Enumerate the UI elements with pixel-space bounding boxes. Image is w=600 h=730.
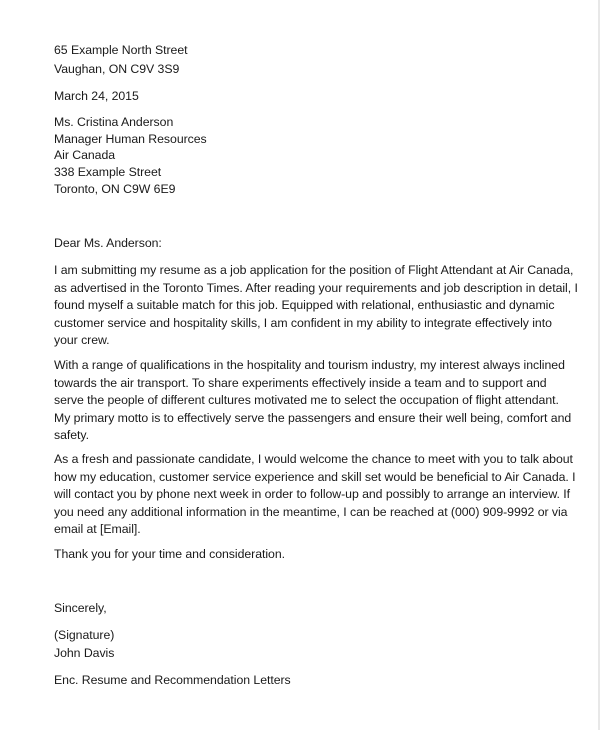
recipient-company: Air Canada [54, 148, 116, 162]
recipient-city: Toronto, ON C9W 6E9 [54, 182, 176, 196]
paragraph-line: safety. [54, 428, 89, 442]
letter-date: March 24, 2015 [54, 89, 139, 103]
paragraph-line: With a range of qualifications in the hospitality and tourism industry, my interest always inclined [54, 358, 565, 372]
recipient-title: Manager Human Resources [54, 132, 207, 146]
paragraph-line: found myself a suitable match for this job. Equipped with relational, enthusiastic and dynamic [54, 298, 555, 312]
closing: Sincerely, [54, 601, 107, 615]
recipient-name: Ms. Cristina Anderson [54, 115, 174, 129]
paragraph-line: My primary motto is to effectively serve the passengers and ensure their well being, comfort and [54, 410, 572, 425]
paragraph-3 [54, 451, 576, 539]
thanks-line: Thank you for your time and consideration. [54, 547, 285, 561]
paragraph-line: your crew. [54, 333, 110, 347]
paragraph-line: you need any additional information in the meantime, I can be reached at (000) 909-9992 or via [54, 504, 568, 519]
salutation: Dear Ms. Anderson: [54, 236, 162, 250]
paragraph-2 [54, 357, 571, 445]
paragraph-line: email at [Email]. [54, 522, 141, 536]
paragraph-1 [54, 262, 578, 350]
paragraph-line: towards the air transport. To share experiments effectively inside a team and to support and [54, 375, 547, 390]
enclosure-line: Enc. Resume and Recommendation Letters [54, 673, 291, 687]
sender-address-line1: 65 Example North Street [54, 43, 188, 57]
sender-address-line2: Vaughan, ON C9V 3S9 [54, 62, 180, 76]
paragraph-line: I am submitting my resume as a job application for the position of Flight Attendant at Air Canada, [54, 263, 574, 277]
paragraph-line: will contact you by phone next week in order to follow-up and possibly to arrange an interview. If [54, 487, 570, 501]
paragraph-line: serve the people of different cultures motivated me to select the occupation of flight attendant. [54, 393, 559, 407]
signature: (Signature) [54, 628, 115, 642]
signer-name: John Davis [54, 646, 115, 660]
recipient-street: 338 Example Street [54, 165, 162, 179]
paragraph-line: how my education, customer service experience and skill set would be beneficial to Air Canada. I [54, 469, 576, 484]
paragraph-line: as advertised in the Toronto Times. After reading your requirements and job description in detail, I [54, 280, 578, 295]
paragraph-line: customer service and hospitality skills, I am confident in my ability to integrate effectively into [54, 315, 552, 330]
paragraph-line: As a fresh and passionate candidate, I would welcome the chance to meet with you to talk about [54, 452, 573, 466]
